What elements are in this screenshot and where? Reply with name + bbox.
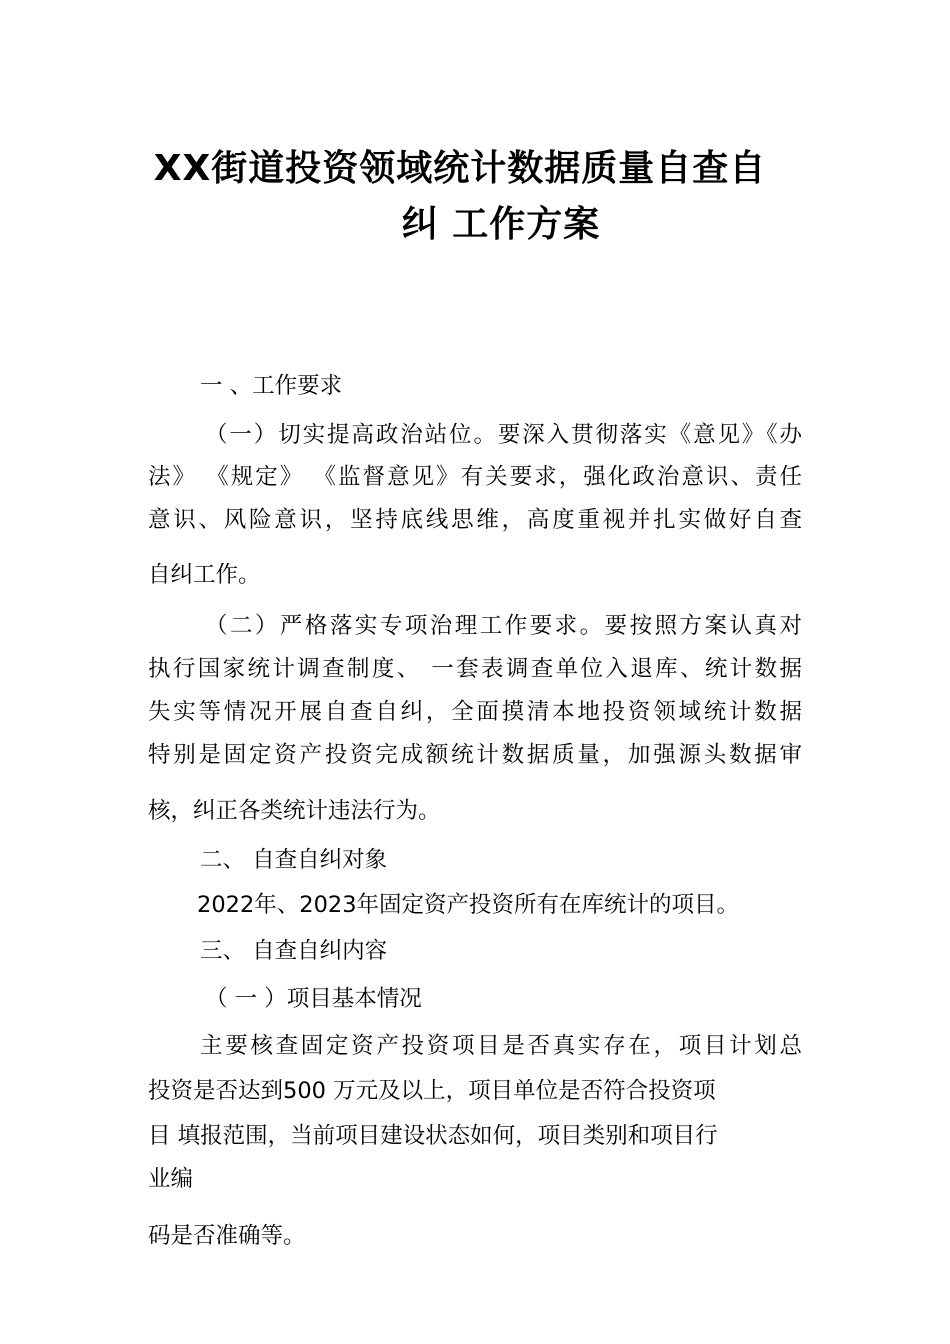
paragraph-line: （二）严格落实专项治理工作要求。要按照方案认真对 <box>205 613 802 639</box>
paragraph-line: 自纠工作。 <box>148 562 261 588</box>
paragraph-line: 意识、风险意识，坚持底线思维，高度重视并扎实做好自查 <box>148 507 802 533</box>
section-heading-1: 一 、工作要求 <box>200 373 343 399</box>
paragraph-line: （一）切实提高政治站位。要深入贯彻落实《意见》《办 <box>205 422 802 448</box>
paragraph-line: 业编 <box>148 1166 194 1192</box>
paragraph-line: 码是否准确等。 <box>148 1223 306 1249</box>
paragraph-line: 主要核查固定资产投资项目是否真实存在，项目计划总 <box>200 1033 802 1059</box>
title-line-2: 纠 工作方案 <box>401 204 601 245</box>
subsection-heading: （ 一 ）项目基本情况 <box>205 986 422 1012</box>
paragraph-line: 2022年、2023年固定资产投资所有在库统计的项目。 <box>197 892 740 918</box>
section-heading-2: 二、 自查自纠对象 <box>200 847 388 873</box>
section-heading-3: 三、 自查自纠内容 <box>200 938 388 964</box>
title-line-1: XX街道投资领域统计数据质量自查自 <box>153 148 767 189</box>
paragraph-line: 执行国家统计调查制度、 一套表调查单位入退库、统计数据 <box>148 656 802 682</box>
paragraph-line: 投资是否达到500 万元及以上，项目单位是否符合投资项 <box>148 1078 716 1104</box>
paragraph-line: 特别是固定资产投资完成额统计数据质量，加强源头数据审 <box>148 742 802 768</box>
paragraph-line: 失实等情况开展自查自纠，全面摸清本地投资领域统计数据 <box>148 699 802 725</box>
paragraph-line: 核，纠正各类统计违法行为。 <box>148 798 441 824</box>
paragraph-line: 目 填报范围，当前项目建设状态如何，项目类别和项目行 <box>148 1123 718 1149</box>
paragraph-line: 法》 《规定》 《监督意见》有关要求，强化政治意识、责任 <box>148 464 802 490</box>
